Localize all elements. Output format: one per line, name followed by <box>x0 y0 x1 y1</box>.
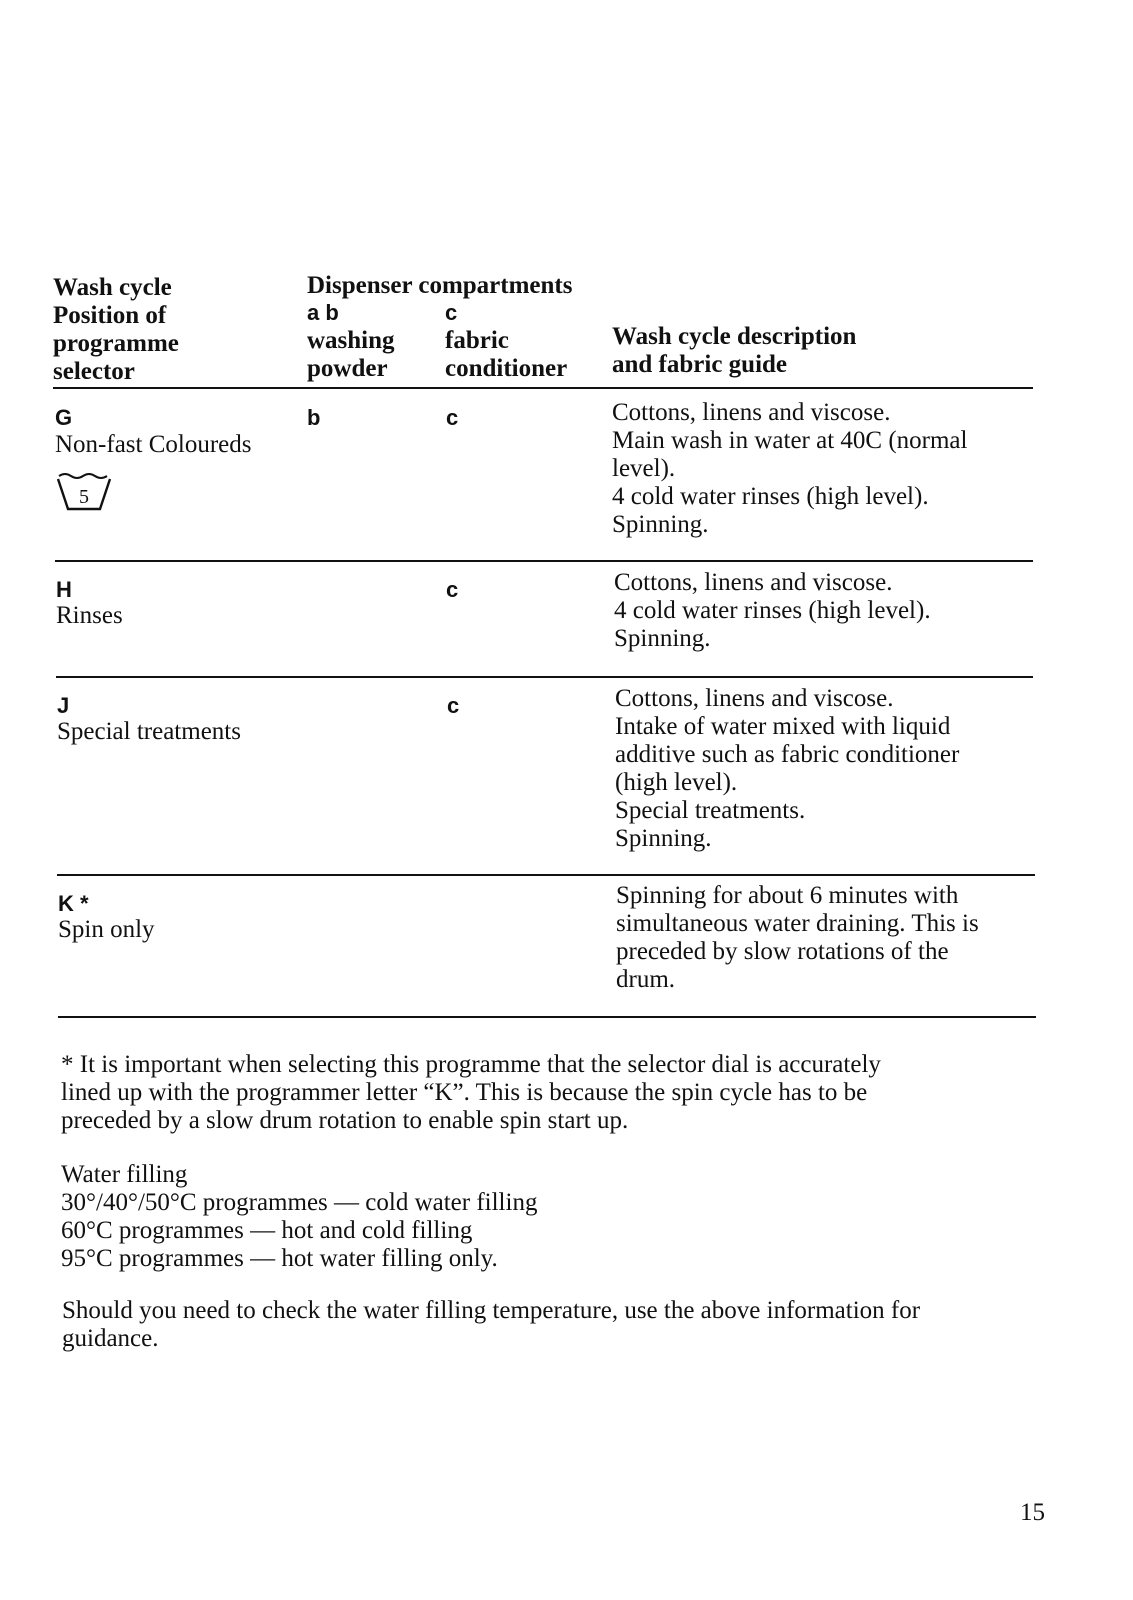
row-description: Spinning for about 6 minutes with simultaneous water draining. This is preceded by slow rotations of the drum. <box>616 882 979 993</box>
row-name: Special treatments <box>57 718 241 745</box>
guidance-paragraph: Should you need to check the water filling temperature, use the above information for guidance. <box>62 1297 921 1352</box>
row-letter: K * <box>58 891 89 916</box>
table-bottom-rule <box>58 1016 1036 1018</box>
row-description: Cottons, linens and viscose. Main wash in water at 40C (normal level). 4 cold water rinses (high level). Spinning. <box>612 399 968 538</box>
row-name: Rinses <box>56 602 123 629</box>
footnote: * It is important when selecting this programme that the selector dial is accurately lined up with the programmer letter “K”. This is because the spin cycle has to be preceded by a slow drum rotation to enable spin start up. <box>61 1051 881 1134</box>
row-dispenser-c: c <box>446 405 459 430</box>
row-name: Non-fast Coloureds <box>55 431 252 458</box>
row-name: Spin only <box>58 916 155 943</box>
row-letter: J <box>57 693 70 718</box>
row-dispenser-c: c <box>446 577 459 602</box>
row-rule <box>57 874 1035 876</box>
row-rule <box>56 676 1033 678</box>
row-letter: H <box>56 577 72 602</box>
header-wash-cycle: Wash cycle Position of programme selector <box>53 274 179 385</box>
row-description: Cottons, linens and viscose. 4 cold water rinses (high level). Spinning. <box>614 569 931 652</box>
header-fabric-conditioner: fabric conditioner <box>445 327 568 382</box>
header-dispenser-ab: a b <box>307 300 339 325</box>
row-dispenser-c: c <box>447 693 460 718</box>
row-dispenser-ab: b <box>307 405 321 430</box>
water-filling-section: Water filling 30°/40°/50°C programmes — cold water filling 60°C programmes — hot and cold filling 95°C programmes — hot water filling only. <box>61 1161 538 1272</box>
header-dispenser-title: Dispenser compartments <box>307 272 573 299</box>
header-description: Wash cycle description and fabric guide <box>612 323 857 378</box>
row-rule <box>55 560 1033 562</box>
row-letter: G <box>55 405 73 430</box>
wash-temperature-value: 5 <box>79 486 89 508</box>
header-rule <box>53 387 1033 389</box>
page-number: 15 <box>1020 1499 1045 1526</box>
wash-tub-icon <box>56 470 114 512</box>
row-description: Cottons, linens and viscose. Intake of water mixed with liquid additive such as fabric conditioner (high level). Special treatments. Spinning. <box>615 685 960 852</box>
header-washing-powder: washing powder <box>307 327 395 382</box>
header-dispenser-c: c <box>445 300 458 325</box>
